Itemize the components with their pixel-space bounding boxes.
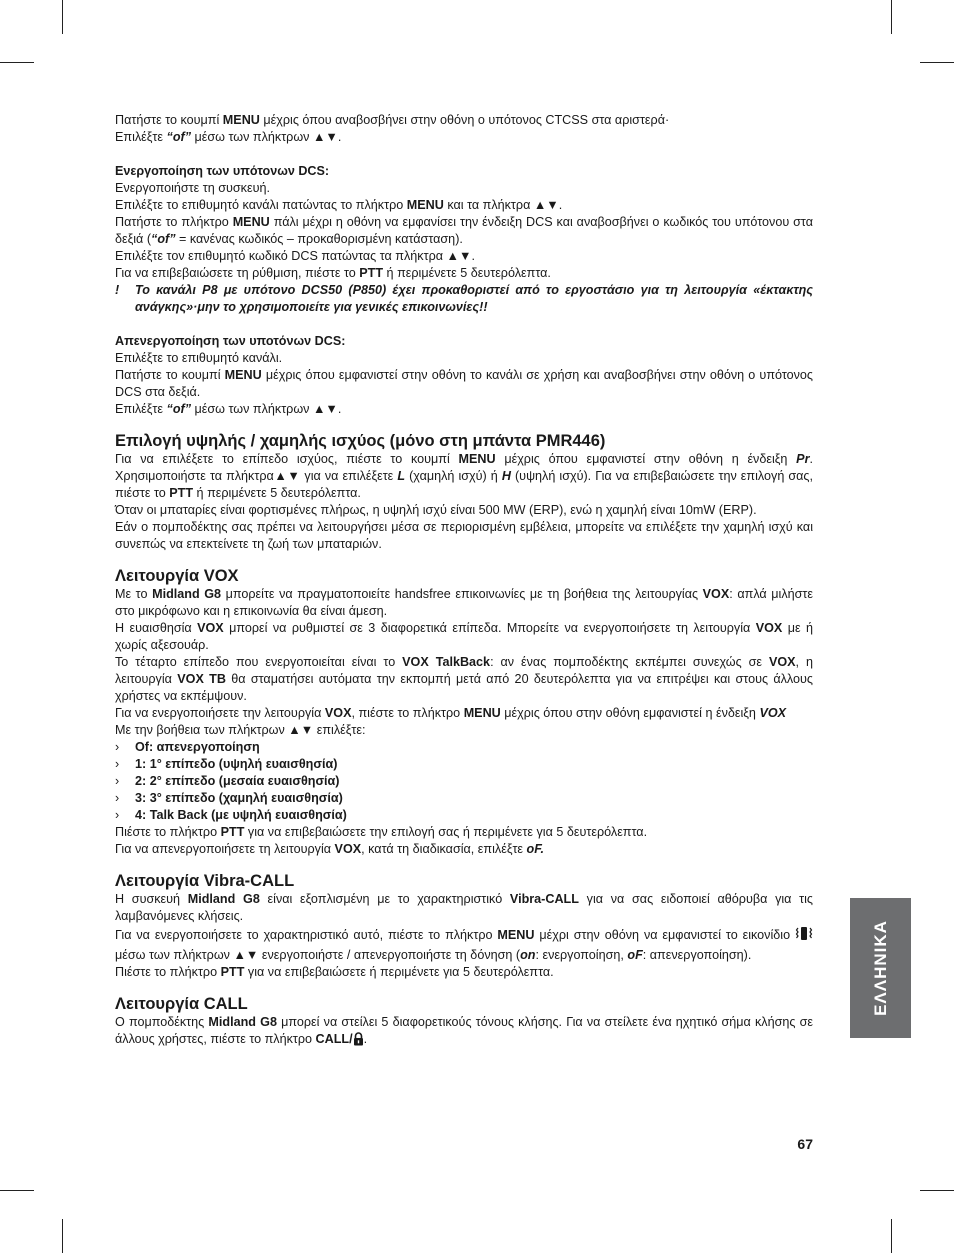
warning-note: [115, 282, 813, 316]
list-item: › 4: Talk Back (με υψηλή ευαισθησία): [115, 808, 347, 822]
section-heading-vox: Λειτουργία VOX: [115, 567, 239, 585]
paragraph: Ενεργοποιήστε τη συσκευή.: [115, 181, 270, 195]
vibration-icon: [795, 925, 813, 947]
lock-icon: [353, 1032, 364, 1051]
language-tab: [850, 898, 911, 1038]
page-content: [115, 112, 813, 1051]
paragraph: Πατήστε το πλήκτρο MENU πάλι μέχρι η οθόνη να εμφανίσει την ένδειξη DCS και αναβοσβήνει ο κωδικός του υπότονου στα δεξιά (“of” = κανένας κωδικός – προκαθορισμένη κατάσταση).: [115, 215, 813, 246]
paragraph: Με την βοήθεια των πλήκτρων ▲▼ επιλέξτε:: [115, 723, 366, 737]
paragraph: Επιλέξτε “of” μέσω των πλήκτρων ▲▼.: [115, 402, 342, 416]
warning-mark: !: [115, 283, 120, 297]
paragraph: Πιέστε το πλήκτρο PTT για να επιβεβαιώσετε ή περιμένετε για 5 δευτερόλεπτα.: [115, 965, 554, 979]
paragraph: Για να απενεργοποιήσετε τη λειτουργία VOX, κατά τη διαδικασία, επιλέξτε oF.: [115, 842, 545, 856]
paragraph: Ο πομποδέκτης Midland G8 μπορεί να στείλει 5 διαφορετικούς τόνους κλήσης. Για να στείλετε ένα ηχητικό σήμα κλήσης σε άλλους χρήστες, πιέστε το πλήκτρο CALL/ .: [115, 1014, 813, 1051]
list-item: › 1: 1° επίπεδο (υψηλή ευαισθησία): [115, 757, 338, 771]
crop-mark: [62, 0, 63, 34]
section-heading-call: Λειτουργία CALL: [115, 995, 248, 1013]
warning-text: Το κανάλι P8 με υπότονο DCS50 (P850) έχει προκαθοριστεί από το εργοστάσιο για τη λειτουργία «έκτακτης ανάγκης»·μην το χρησιμοποιείτε για γενικές επικοινωνίες!!: [135, 283, 813, 314]
paragraph: Για να ενεργοποιήσετε την λειτουργία VOX, πιέστε το πλήκτρο MENU μέχρις όπου στην οθόνη εμφανιστεί η ένδειξη VOX: [115, 706, 787, 720]
paragraph: Επιλέξτε “of” μέσω των πλήκτρων ▲▼.: [115, 130, 342, 144]
paragraph: Όταν οι μπαταρίες είναι φορτισμένες πλήρως, η υψηλή ισχύ είναι 500 MW (ERP), ενώ η χαμηλή είναι 10mW (ERP).: [115, 503, 757, 517]
page-number: 67: [797, 1136, 813, 1152]
list-item: › 2: 2° επίπεδο (μεσαία ευαισθησία): [115, 774, 340, 788]
crop-mark: [62, 1219, 63, 1253]
paragraph: Επιλέξτε το επιθυμητό κανάλι.: [115, 351, 283, 365]
paragraph: Πατήστε το κουμπί MENU μέχρις όπου εμφανιστεί στην οθόνη το κανάλι σε χρήση και αναβοσβήνει στην οθόνη ο υπότονος DCS στα δεξιά.: [115, 368, 813, 399]
crop-mark: [0, 62, 34, 63]
list-item: › Of: απενεργοποίηση: [115, 740, 260, 754]
paragraph: Για να επιβεβαιώσετε τη ρύθμιση, πιέστε το PTT ή περιμένετε 5 δευτερόλεπτα.: [115, 266, 551, 280]
crop-mark: [891, 0, 892, 34]
paragraph: Πιέστε το πλήκτρο PTT για να επιβεβαιώσετε την επιλογή σας ή περιμένετε για 5 δευτερόλεπτα.: [115, 825, 648, 839]
paragraph: Για να ενεργοποιήσετε το χαρακτηριστικό αυτό, πιέστε το πλήκτρο MENU μέχρι στην οθόνη να εμφανιστεί το εικονίδιο μέσω των πλήκτρων ▲▼ ενεργοποιήστε / απενεργοποιήστε τη δόνηση (on: ενεργοποίηση, oF: απενεργοποίηση).: [115, 925, 813, 964]
subheading: Απενεργοποίηση των υποτόνων DCS:: [115, 334, 346, 348]
crop-mark: [891, 1219, 892, 1253]
paragraph: Η συσκευή Midland G8 είναι εξοπλισμένη με το χαρακτηριστικό Vibra-CALL για να σας ειδοποιεί αθόρυβα για τις λαμβανόμενες κλήσεις.: [115, 892, 814, 923]
paragraph: Με το Midland G8 μπορείτε να πραγματοποιείτε handsfree επικοινωνίες με τη βοήθεια της λειτουργίας VOX: απλά μιλήστε στο μικρόφωνο και η επικοινωνία θα είναι άμεση.: [115, 587, 813, 618]
paragraph: Για να επιλέξετε το επίπεδο ισχύος, πιέστε το κουμπί MENU μέχρις όπου εμφανιστεί στην οθόνη η ένδειξη Pr. Χρησιμοποιήστε τα πλήκτρα▲▼ για να επιλέξετε L (χαμηλή ισχύ) ή H (υψηλή ισχύ). Για να επιβεβαιώσετε την επιλογή σας, πιέστε το PTT ή περιμένετε 5 δευτερόλεπτα.: [115, 452, 813, 500]
paragraph: Πατήστε το κουμπί MENU μέχρις όπου αναβοσβήνει στην οθόνη ο υπότονος CTCSS στα αριστερά·: [115, 113, 670, 127]
paragraph: Εάν ο πομποδέκτης σας πρέπει να λειτουργήσει μέσα σε περιορισμένη εμβέλεια, μπορείτε να επιλέξετε την χαμηλή ισχύ και συνεπώς να επεκτείνετε τη ζωή των μπαταριών.: [115, 520, 813, 551]
subheading: Ενεργοποίηση των υπότονων DCS:: [115, 164, 330, 178]
crop-mark: [0, 1190, 34, 1191]
paragraph: Το τέταρτο επίπεδο που ενεργοποιείται είναι το VOX TalkBack: αν ένας πομποδέκτης εκπέμπει συνεχώς σε VOX, η λειτουργία VOX TB θα σταματήσει αυτόματα την εκπομπή μετά από 20 δευτερόλεπτα για να επιτρέψει και στους άλλους χρήστες να εκπέμψουν.: [115, 655, 814, 703]
section-heading-vibra-call: Λειτουργία Vibra-CALL: [115, 872, 295, 890]
crop-mark: [920, 1190, 954, 1191]
paragraph: Επιλέξτε το επιθυμητό κανάλι πατώντας το πλήκτρο MENU και τα πλήκτρα ▲▼.: [115, 198, 563, 212]
paragraph: Η ευαισθησία VOX μπορεί να ρυθμιστεί σε 3 διαφορετικά επίπεδα. Μπορείτε να ενεργοποιήσετε τη λειτουργία VOX με ή χωρίς αξεσουάρ.: [115, 621, 813, 652]
section-heading-power: Επιλογή υψηλής / χαμηλής ισχύος (μόνο στη μπάντα PMR446): [115, 432, 606, 450]
language-tab-label: ΕΛΛΗΝΙΚΑ: [870, 920, 890, 1016]
crop-mark: [920, 62, 954, 63]
list-item: › 3: 3° επίπεδο (χαμηλή ευαισθησία): [115, 791, 343, 805]
paragraph: Επιλέξτε τον επιθυμητό κωδικό DCS πατώντας τα πλήκτρα ▲▼.: [115, 249, 475, 263]
